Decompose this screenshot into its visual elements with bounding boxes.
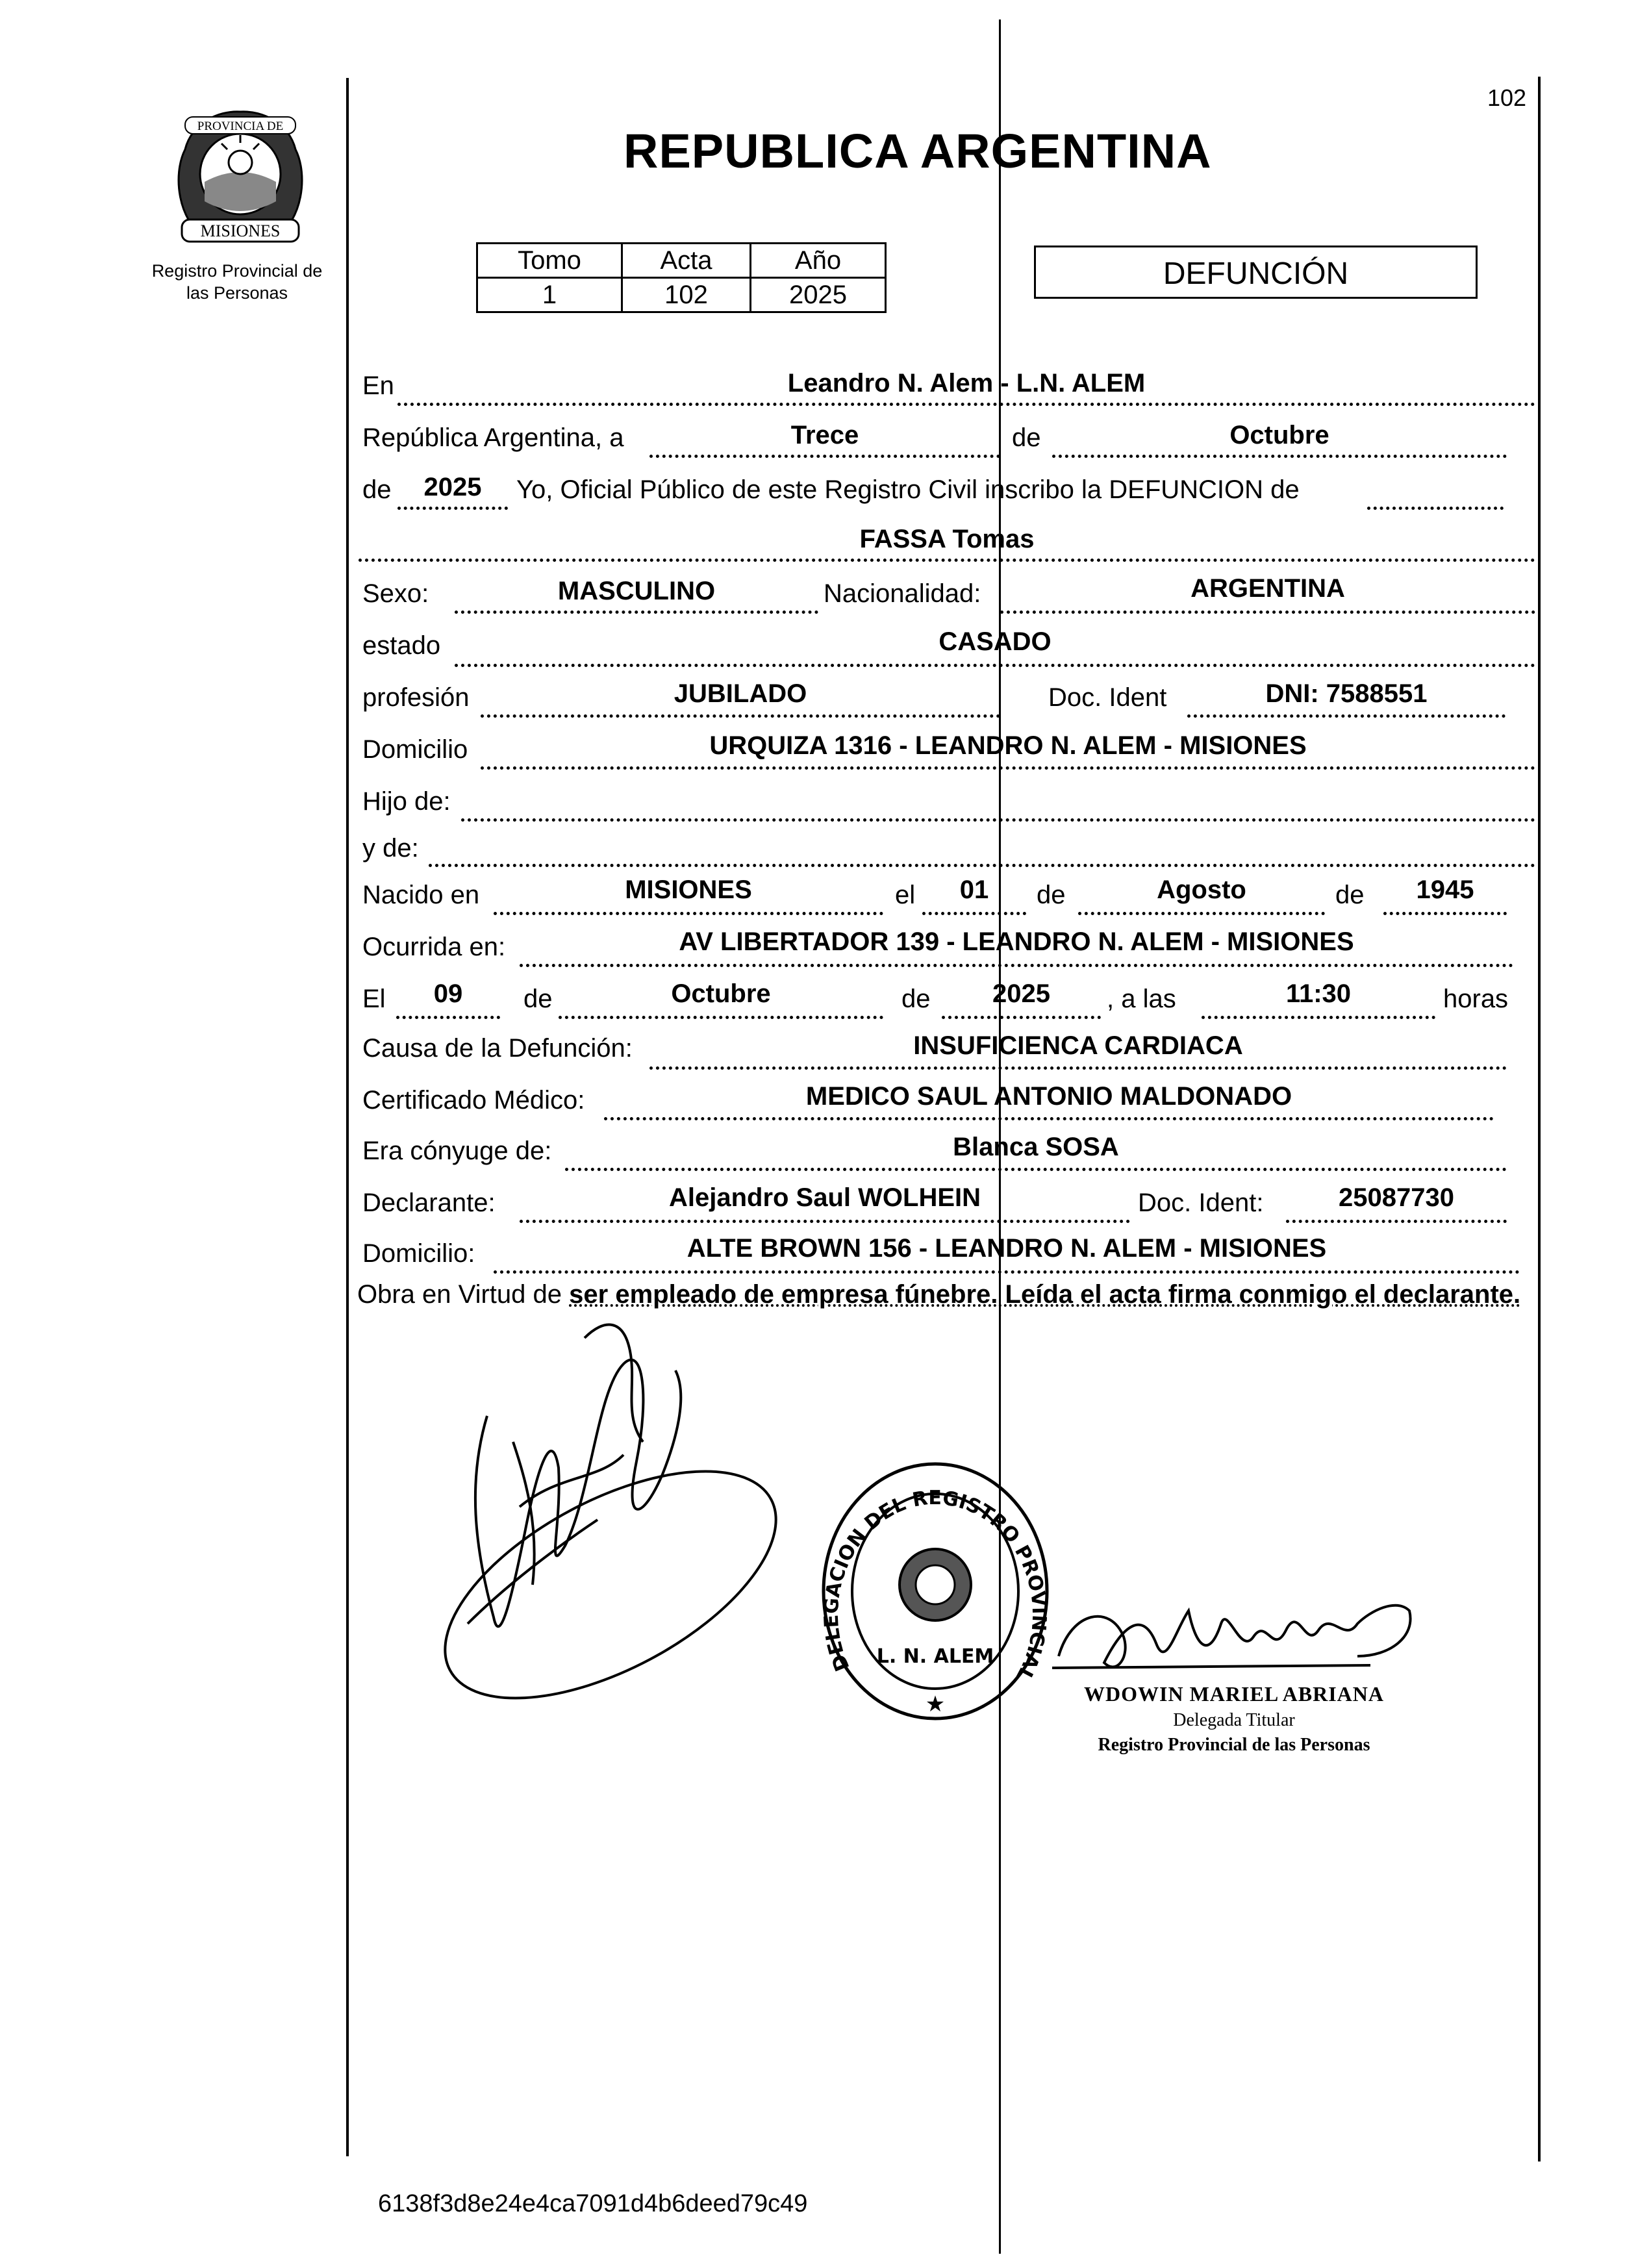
def-anio-value: 2025 — [992, 979, 1050, 1008]
hora-value: 11:30 — [1285, 979, 1352, 1008]
nac-anio-value: 1945 — [1416, 876, 1474, 904]
profesion-value: JUBILADO — [674, 679, 807, 708]
causa-label: Causa de la Defunción: — [362, 1034, 633, 1063]
table-header-row — [477, 244, 886, 278]
dotted-line — [649, 455, 1000, 458]
nombre-value: FASSA Tomas — [859, 525, 1035, 553]
org-line-1: Registro Provincial de — [151, 261, 323, 281]
domicilio-label: Domicilio — [362, 735, 468, 764]
dotted-line — [649, 1066, 1507, 1070]
province-logo — [166, 97, 315, 247]
document-type-box: DEFUNCIÓN — [1034, 246, 1478, 299]
dotted-line — [1052, 455, 1507, 458]
dia-value: Trece — [790, 421, 859, 449]
dotted-line — [520, 964, 1513, 967]
nacido-label: Nacido en — [362, 881, 480, 909]
mes-value: Octubre — [1229, 421, 1329, 449]
left-margin-line — [346, 78, 349, 2156]
table-row — [477, 278, 886, 312]
dotted-line — [520, 1220, 1130, 1223]
certificado-label: Certificado Médico: — [362, 1086, 585, 1115]
decl-domicilio-value: ALTE BROWN 156 - LEANDRO N. ALEM - MISIONES — [687, 1234, 1327, 1263]
yde-label: y de: — [362, 834, 419, 863]
dotted-line — [942, 1016, 1101, 1019]
dotted-line — [397, 507, 508, 510]
dotted-line — [481, 714, 1000, 718]
page-number: 102 — [1487, 84, 1527, 111]
de-label: de — [1012, 423, 1041, 452]
official-stamp — [815, 1455, 1055, 1728]
anio-value: 2025 — [423, 473, 482, 501]
table-header-acta: Acta — [622, 244, 751, 278]
decl-doc-label: Doc. Ident: — [1138, 1189, 1264, 1217]
star-icon: ★ — [925, 1692, 946, 1717]
reference-table — [476, 242, 887, 313]
nacido-en-value: MISIONES — [625, 876, 752, 904]
declarante-value: Alejandro Saul WOLHEIN — [668, 1183, 981, 1212]
conyuge-value: Blanca SOSA — [953, 1133, 1119, 1161]
document-hash: 6138f3d8e24e4ca7091d4b6deed79c49 — [378, 2190, 808, 2217]
dotted-line — [1202, 1016, 1435, 1019]
table-cell-tomo: 1 — [477, 278, 622, 312]
logo-bottom-text: MISIONES — [200, 221, 281, 240]
en-label: En — [362, 372, 394, 400]
stamp-outer-text: DELEGACION DEL REGISTRO PROVINCIAL — [820, 1487, 1051, 1685]
dotted-line — [1383, 912, 1507, 915]
table-cell-acta: 102 — [622, 278, 751, 312]
def-dia-value: 09 — [433, 979, 463, 1008]
decl-domicilio-label: Domicilio: — [362, 1239, 475, 1268]
dotted-line — [604, 1117, 1494, 1120]
nac-dia-value: 01 — [959, 876, 989, 904]
dotted-line — [396, 1016, 500, 1019]
certificado-value: MEDICO SAUL ANTONIO MALDONADO — [805, 1082, 1292, 1111]
official-name: WDOWIN MARIEL ABRIANA — [1084, 1682, 1384, 1706]
declarante-label: Declarante: — [362, 1189, 496, 1217]
obra-text: ser empleado de empresa fúnebre. Leída el acta firma conmigo el declarante. — [569, 1280, 1521, 1309]
de-label: de — [1037, 881, 1066, 909]
declarant-signature — [429, 1312, 792, 1728]
obra-paragraph — [357, 1278, 1533, 1311]
official-signature-block — [1052, 1682, 1416, 1756]
decl-doc-value: 25087730 — [1339, 1183, 1454, 1212]
org-line-2: las Personas — [186, 283, 288, 303]
official-signature — [1046, 1585, 1422, 1682]
nacionalidad-value: ARGENTINA — [1190, 574, 1345, 603]
logo-top-text: PROVINCIA DE — [197, 120, 284, 133]
table-header-anio: Año — [751, 244, 886, 278]
nac-mes-value: Agosto — [1157, 876, 1246, 904]
official-role: Delegada Titular — [1173, 1710, 1295, 1730]
org-name — [120, 260, 354, 304]
de-label: de — [523, 985, 553, 1013]
ocurrida-label: Ocurrida en: — [362, 933, 506, 961]
dotted-line — [481, 766, 1535, 770]
dotted-line — [565, 1168, 1507, 1171]
causa-value: INSUFICIENCA CARDIACA — [913, 1031, 1243, 1060]
el-label: el — [895, 881, 916, 909]
dotted-line — [1367, 507, 1504, 510]
dotted-line — [455, 664, 1535, 667]
stamp-inner-text: L. N. ALEM — [876, 1645, 994, 1668]
conyuge-label: Era cónyuge de: — [362, 1137, 552, 1165]
de-label: de — [1335, 881, 1365, 909]
right-margin-line — [1538, 77, 1541, 2161]
sexo-value: MASCULINO — [557, 577, 716, 605]
alas-label: , a las — [1107, 985, 1176, 1013]
dotted-line — [1187, 714, 1505, 718]
dotted-line — [494, 912, 883, 915]
dotted-line — [1000, 611, 1535, 614]
de-label: de — [362, 475, 392, 504]
doc-ident-label: Doc. Ident — [1048, 683, 1167, 712]
nacionalidad-label: Nacionalidad: — [824, 579, 981, 608]
en-value: Leandro N. Alem - L.N. ALEM — [787, 369, 1146, 397]
El-label: El — [362, 985, 386, 1013]
hijo-label: Hijo de: — [362, 787, 451, 816]
ocurrida-value: AV LIBERTADOR 139 - LEANDRO N. ALEM - MISIONES — [679, 927, 1354, 956]
estado-value: CASADO — [938, 627, 1052, 656]
dotted-line — [359, 559, 1535, 562]
dotted-line — [559, 1016, 883, 1019]
official-org: Registro Provincial de las Personas — [1098, 1735, 1370, 1755]
republica-label: República Argentina, a — [362, 423, 624, 452]
dotted-line — [397, 403, 1535, 406]
sexo-label: Sexo: — [362, 579, 429, 608]
dotted-line — [1078, 912, 1325, 915]
profesion-label: profesión — [362, 683, 470, 712]
dotted-line — [494, 1270, 1520, 1274]
table-header-tomo: Tomo — [477, 244, 622, 278]
doc-ident-value: DNI: 7588551 — [1265, 679, 1428, 708]
estado-label: estado — [362, 631, 441, 660]
domicilio-value: URQUIZA 1316 - LEANDRO N. ALEM - MISIONES — [709, 731, 1307, 760]
dotted-line — [461, 818, 1535, 822]
de-label: de — [901, 985, 931, 1013]
dotted-line — [455, 611, 818, 614]
dotted-line — [1286, 1220, 1507, 1223]
dotted-line — [922, 912, 1026, 915]
dotted-line — [429, 864, 1535, 867]
obra-label: Obra en Virtud de — [357, 1280, 562, 1309]
yo-text: Yo, Oficial Público de este Registro Civil inscribo la DEFUNCION de — [516, 475, 1300, 504]
horas-label: horas — [1443, 985, 1509, 1013]
def-mes-value: Octubre — [671, 979, 771, 1008]
page-title: REPUBLICA ARGENTINA — [624, 124, 1212, 178]
table-cell-anio: 2025 — [751, 278, 886, 312]
